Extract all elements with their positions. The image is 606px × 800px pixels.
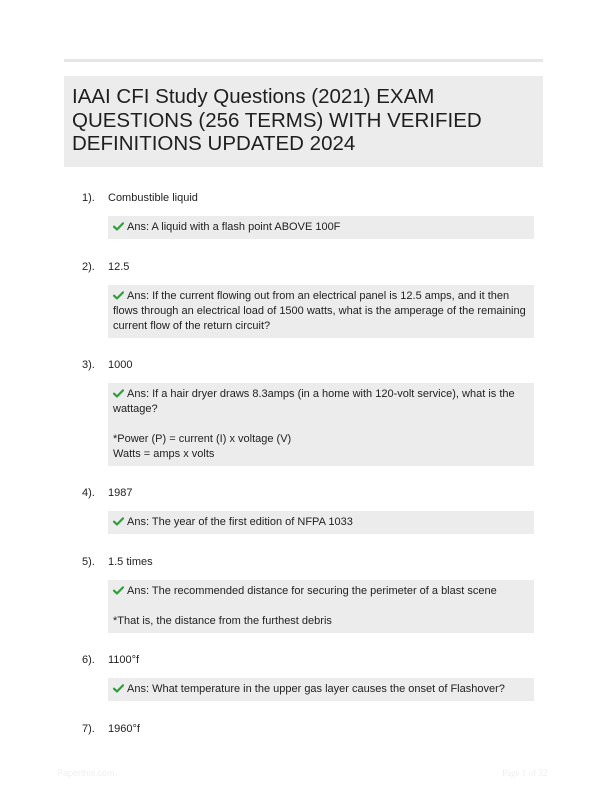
question-number: 2). bbox=[82, 261, 95, 273]
check-icon bbox=[113, 291, 124, 300]
answer-text: Ans: A liquid with a flash point ABOVE 100F bbox=[127, 221, 341, 233]
top-divider bbox=[64, 59, 543, 62]
question-number: 3). bbox=[82, 359, 95, 371]
question-term: 1100°f bbox=[108, 654, 140, 666]
answer-box bbox=[108, 511, 534, 534]
question-number: 1). bbox=[82, 192, 95, 204]
answer-text: Ans: If the current flowing out from an electrical panel is 12.5 amps, and it then flows through an electrical load of 1500 watts, what is the amperage of the remaining current flow of the return circuit? bbox=[113, 290, 526, 332]
title-box bbox=[64, 76, 543, 167]
check-icon bbox=[113, 517, 124, 526]
document-title: IAAI CFI Study Questions (2021) EXAM QUESTIONS (256 TERMS) WITH VERIFIED DEFINITIONS UPDATED 2024 bbox=[72, 85, 482, 155]
check-icon bbox=[113, 586, 124, 595]
answer-text: Ans: What temperature in the upper gas layer causes the onset of Flashover? bbox=[127, 683, 505, 695]
check-icon bbox=[113, 389, 124, 398]
question-term: 12.5 bbox=[108, 261, 130, 273]
answer-text: Ans: The recommended distance for securing the perimeter of a blast scene bbox=[127, 585, 497, 597]
footer-source: Paperthis.com bbox=[57, 768, 115, 778]
answer-text: Watts = amps x volts bbox=[113, 448, 215, 460]
check-icon bbox=[113, 684, 124, 693]
check-icon bbox=[113, 222, 124, 231]
question-term: 1987 bbox=[108, 487, 133, 499]
answer-box bbox=[108, 678, 534, 701]
question-term: Combustible liquid bbox=[108, 192, 198, 204]
answer-text: *That is, the distance from the furthest debris bbox=[113, 615, 332, 627]
question-number: 7). bbox=[82, 723, 95, 735]
question-number: 4). bbox=[82, 487, 95, 499]
question-term: 1000 bbox=[108, 359, 133, 371]
page-number: Page 1 of 32 bbox=[502, 768, 548, 778]
answer-text: Ans: If a hair dryer draws 8.3amps (in a home with 120-volt service), what is the wattage? bbox=[113, 388, 515, 415]
answer-box bbox=[108, 216, 534, 239]
answer-box bbox=[108, 285, 534, 338]
answer-box bbox=[108, 383, 534, 466]
answer-box bbox=[108, 580, 534, 633]
question-number: 5). bbox=[82, 556, 95, 568]
question-number: 6). bbox=[82, 654, 95, 666]
answer-text: *Power (P) = current (I) x voltage (V) bbox=[113, 433, 292, 445]
question-term: 1960°f bbox=[108, 723, 140, 735]
question-term: 1.5 times bbox=[108, 556, 153, 568]
answer-text: Ans: The year of the first edition of NFPA 1033 bbox=[127, 516, 353, 528]
